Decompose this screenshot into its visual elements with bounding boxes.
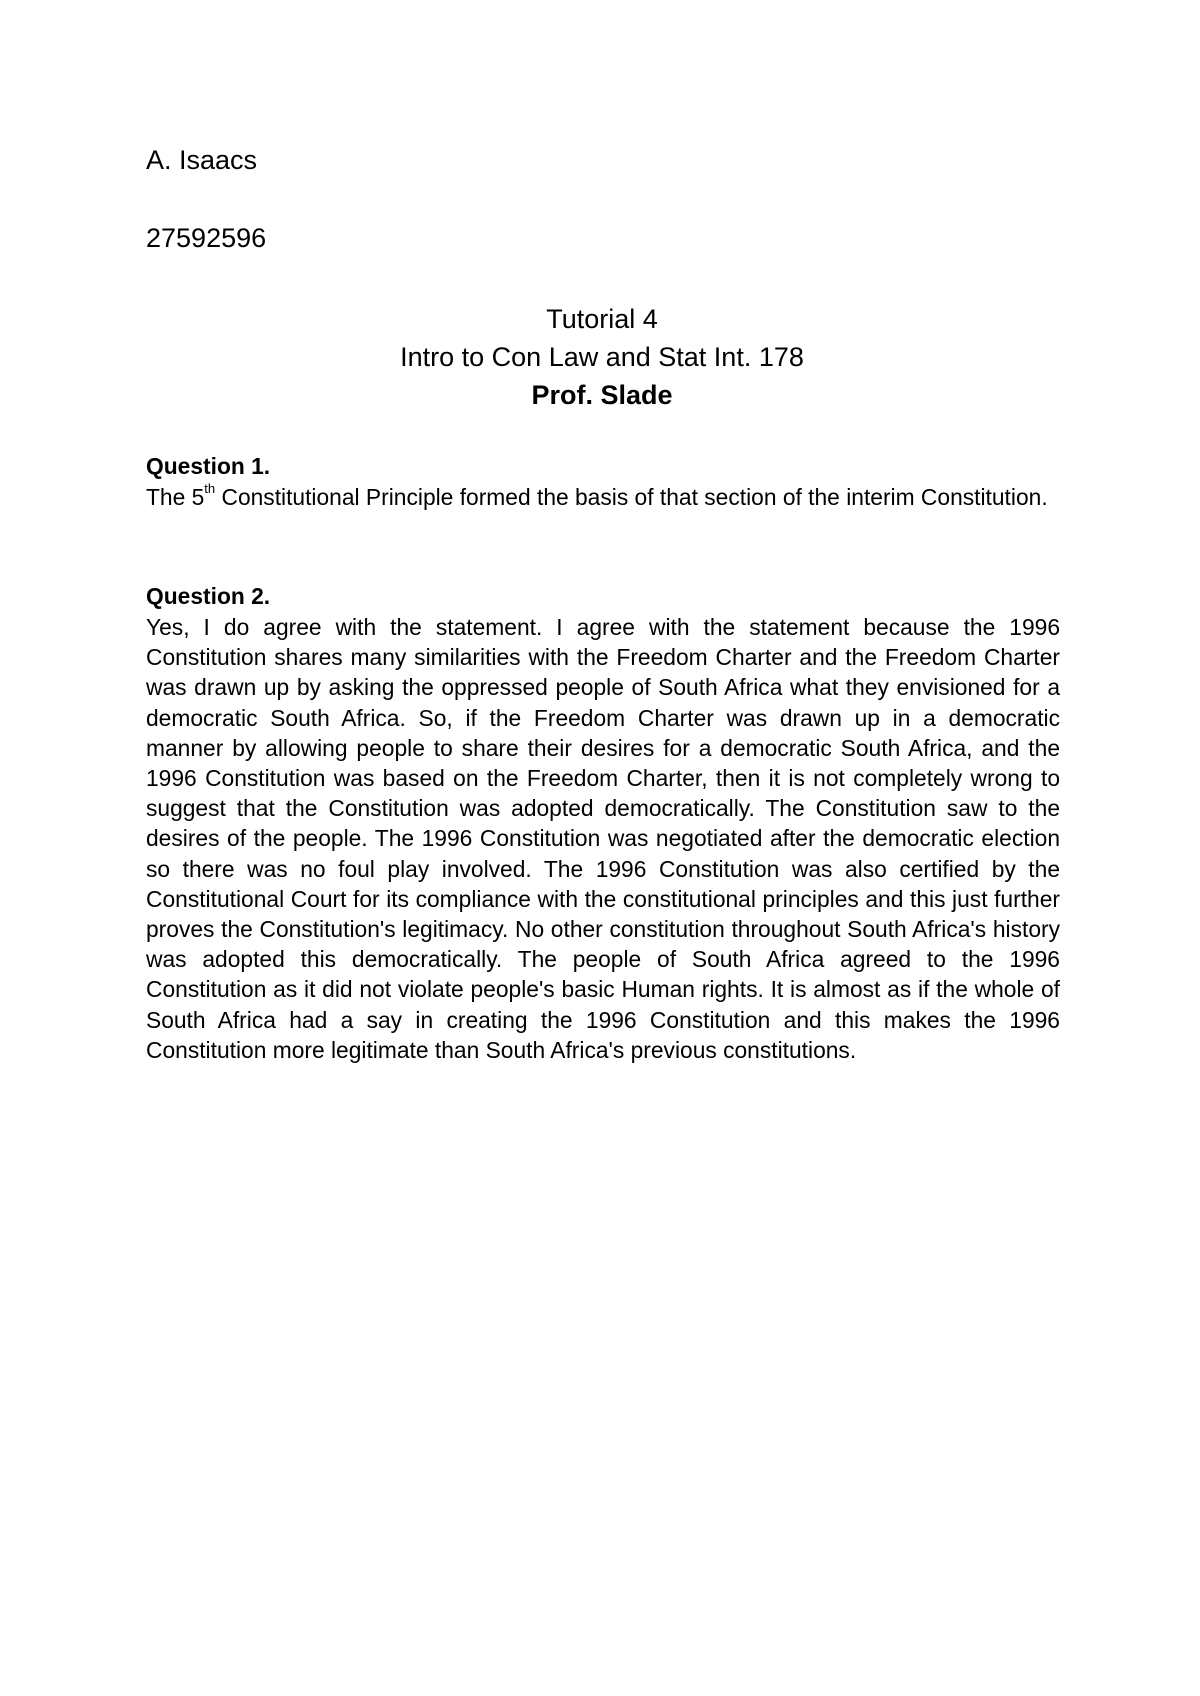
- question-2-heading: Question 2.: [146, 583, 271, 609]
- question-2-section: [146, 580, 1060, 1065]
- answer-1-rest: Constitutional Principle formed the basis of that section of the interim Constitution.: [215, 484, 1048, 510]
- answer-1-superscript: th: [204, 481, 216, 497]
- lecturer-name: Prof. Slade: [531, 380, 673, 410]
- question-1-answer: [146, 482, 1060, 512]
- tutorial-title: Tutorial 4: [546, 304, 658, 334]
- question-2-answer: Yes, I do agree with the statement. I agree with the statement because the 1996 Constitution shares many similarities with the Freedom Charter and the Freedom Charter was drawn up by asking the oppressed people of South Africa what they envisioned for a democratic South Africa. So, if the Freedom Charter was drawn up in a democratic manner by allowing people to share their desires for a democratic South Africa, and the 1996 Constitution was based on the Freedom Charter, then it is not completely wrong to suggest that the Constitution was adopted democratically. The Constitution saw to the desires of the people. The 1996 Constitution was negotiated after the democratic election so there was no foul play involved. The 1996 Constitution was also certified by the Constitutional Court for its compliance with the constitutional principles and this just further proves the Constitution's legitimacy. No other constitution throughout South Africa's history was adopted this democratically. The people of South Africa agreed to the 1996 Constitution as it did not violate people's basic Human rights. It is almost as if the whole of South Africa had a say in creating the 1996 Constitution and this makes the 1996 Constitution more legitimate than South Africa's previous constitutions.: [146, 614, 1060, 1063]
- answer-1-prefix: The 5: [146, 484, 205, 510]
- course-title: Intro to Con Law and Stat Int. 178: [400, 342, 804, 372]
- author-name: A. Isaacs: [146, 145, 258, 175]
- question-1-section: [146, 450, 1060, 512]
- title-block: [146, 300, 1058, 414]
- student-number: 27592596: [146, 223, 267, 253]
- question-1-heading: Question 1.: [146, 453, 271, 479]
